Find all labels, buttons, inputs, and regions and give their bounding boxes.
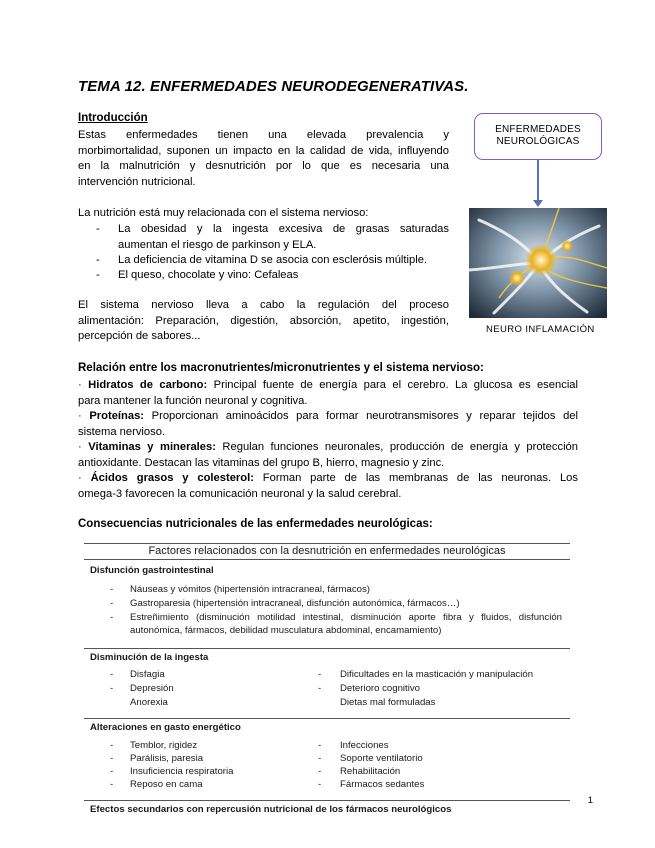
intro-line: morbimortalidad, suponen un impacto en la calidad de vida, influyendo [78, 144, 449, 157]
dash-marker: - [318, 740, 322, 751]
bullet-line: La obesidad y la ingesta excesiva de grasas saturadas [118, 223, 449, 235]
dot-marker: · [78, 441, 82, 453]
macro-text: sistema nervioso. [78, 425, 166, 438]
intro-bullet [96, 222, 449, 254]
macro-text: para mantener la función neuronal y cognitiva. [78, 394, 308, 407]
table-item: Soporte ventilatorio [340, 753, 423, 764]
dash-marker: - [110, 598, 114, 609]
intro-bullet [96, 253, 449, 269]
table-item: Anorexia [130, 697, 168, 708]
macro-text: omega-3 favorecen la comunicación neuronal y la salud cerebral. [78, 487, 402, 500]
macro-list [78, 378, 578, 502]
dash-marker: - [318, 669, 322, 680]
page-number: 1 [587, 795, 593, 806]
table-item: Reposo en cama [130, 779, 203, 790]
callout-box [474, 113, 602, 160]
dot-marker: · [78, 410, 82, 422]
table-item: Depresión [130, 683, 174, 694]
table-item: Gastroparesia (hipertensión intracraneal, disfunción autonómica, fármacos…) [130, 598, 460, 609]
table-item: Dificultades en la masticación y manipulación [340, 669, 534, 680]
macro-label: Proteínas: [89, 410, 145, 422]
dash-marker: - [96, 269, 100, 281]
dash-marker: - [110, 612, 114, 623]
macro-heading: Relación entre los macronutrientes/micronutrientes y el sistema nervioso: [78, 362, 484, 374]
table-item: Parálisis, paresia [130, 753, 204, 764]
dot-marker: · [78, 472, 82, 484]
table-item: Infecciones [340, 740, 389, 751]
dash-marker: - [110, 740, 114, 751]
dash-marker: - [318, 683, 322, 694]
table-rule [84, 800, 570, 801]
table-section-heading: Disfunción gastrointestinal [90, 565, 214, 576]
dash-marker: - [110, 584, 114, 595]
arrow-down-icon [533, 200, 543, 207]
intro-paragraph [78, 128, 449, 190]
page-title: TEMA 12. ENFERMEDADES NEURODEGENERATIVAS. [78, 78, 469, 95]
regulation-line: alimentación: Preparación, digestión, absorción, apetito, ingestión, [78, 314, 449, 327]
table-item: Insuficiencia respiratoria [130, 766, 234, 777]
callout-line: ENFERMEDADES [495, 124, 581, 135]
macro-text: Principal fuente de energía para el cerebro. La glucosa es esencial [207, 379, 579, 391]
consequences-heading: Consecuencias nutricionales de las enfermedades neurológicas: [78, 518, 433, 530]
arrow-line [537, 160, 539, 203]
bullet-line: El queso, chocolate y vino: Cefaleas [118, 269, 299, 281]
macro-text: Forman parte de las membranas de las neuronas. Los [253, 472, 578, 484]
macro-label: Vitaminas y minerales: [88, 441, 216, 453]
table-item: Dietas mal formuladas [340, 697, 436, 708]
relation-text: La nutrición está muy relacionada con el sistema nervioso: [78, 207, 369, 219]
dash-marker: - [318, 766, 322, 777]
dash-marker: - [318, 779, 322, 790]
macro-item [78, 378, 578, 409]
dash-marker: - [110, 669, 114, 680]
dash-marker: - [318, 753, 322, 764]
table-section-heading: Alteraciones en gasto energético [90, 722, 241, 733]
macro-text: Regulan funciones neuronales, producción de energía y protección [215, 441, 579, 453]
macro-label: Hidratos de carbono: [88, 379, 208, 391]
regulation-paragraph [78, 298, 449, 345]
neuron-image [469, 208, 607, 318]
table-item: Rehabilitación [340, 766, 401, 777]
table-item: autonómica, fármacos, debilidad musculatura abdominal, encamamiento) [130, 625, 442, 636]
intro-heading: Introducción [78, 112, 148, 124]
macro-item [78, 409, 578, 440]
bullet-line: La deficiencia de vitamina D se asocia con esclerósis múltiple. [118, 254, 428, 266]
table-item: Estreñimiento (disminución motilidad intestinal, disminución aporte fibra y fluidos, disfunción [130, 612, 562, 623]
table-item: Fármacos sedantes [340, 779, 425, 790]
table-rule [84, 718, 570, 719]
table-item: Temblor, rigidez [130, 740, 198, 751]
macro-label: Ácidos grasos y colesterol: [90, 472, 254, 484]
table-rule [84, 559, 570, 560]
macro-item [78, 440, 578, 471]
dash-marker: - [96, 223, 100, 235]
table-rule [84, 648, 570, 649]
dash-marker: - [110, 766, 114, 777]
callout-line: NEUROLÓGICAS [496, 136, 580, 147]
table-section-heading: Disminución de la ingesta [90, 652, 209, 663]
table-item: Disfagia [130, 669, 165, 680]
table-item: Náuseas y vómitos (hipertensión intracraneal, fármacos) [130, 584, 370, 595]
regulation-line: El sistema nervioso lleva a cabo la regulación del proceso [78, 299, 449, 311]
dot-marker: · [78, 379, 82, 391]
table-rule [84, 543, 570, 544]
figure-caption: NEURO INFLAMACIÓN [486, 324, 595, 335]
intro-line: en la malnutrición y desnutrición por lo que es necesaria una [78, 160, 449, 172]
intro-line: Estas enfermedades tienen una elevada prevalencia y [78, 129, 449, 141]
macro-text: antioxidante. Destacan las vitaminas del grupo B, hierro, magnesio y zinc. [78, 456, 445, 469]
bullet-line: aumentan el riesgo de parkinson y ELA. [118, 238, 317, 251]
table-footer: Efectos secundarios con repercusión nutricional de los fármacos neurológicos [90, 804, 452, 815]
dash-marker: - [110, 779, 114, 790]
intro-line: intervención nutricional. [78, 175, 196, 188]
dash-marker: - [110, 683, 114, 694]
table-item: Deterioro cognitivo [340, 683, 420, 694]
dash-marker: - [110, 753, 114, 764]
table-title: Factores relacionados con la desnutrición en enfermedades neurológicas [148, 545, 506, 557]
macro-item [78, 471, 578, 502]
dash-marker: - [96, 254, 100, 266]
macro-text: Proporcionan aminoácidos para formar neurotransmisores y reparar tejidos del [144, 410, 578, 422]
regulation-line: percepción de sabores... [78, 330, 201, 342]
intro-bullet [96, 268, 449, 284]
